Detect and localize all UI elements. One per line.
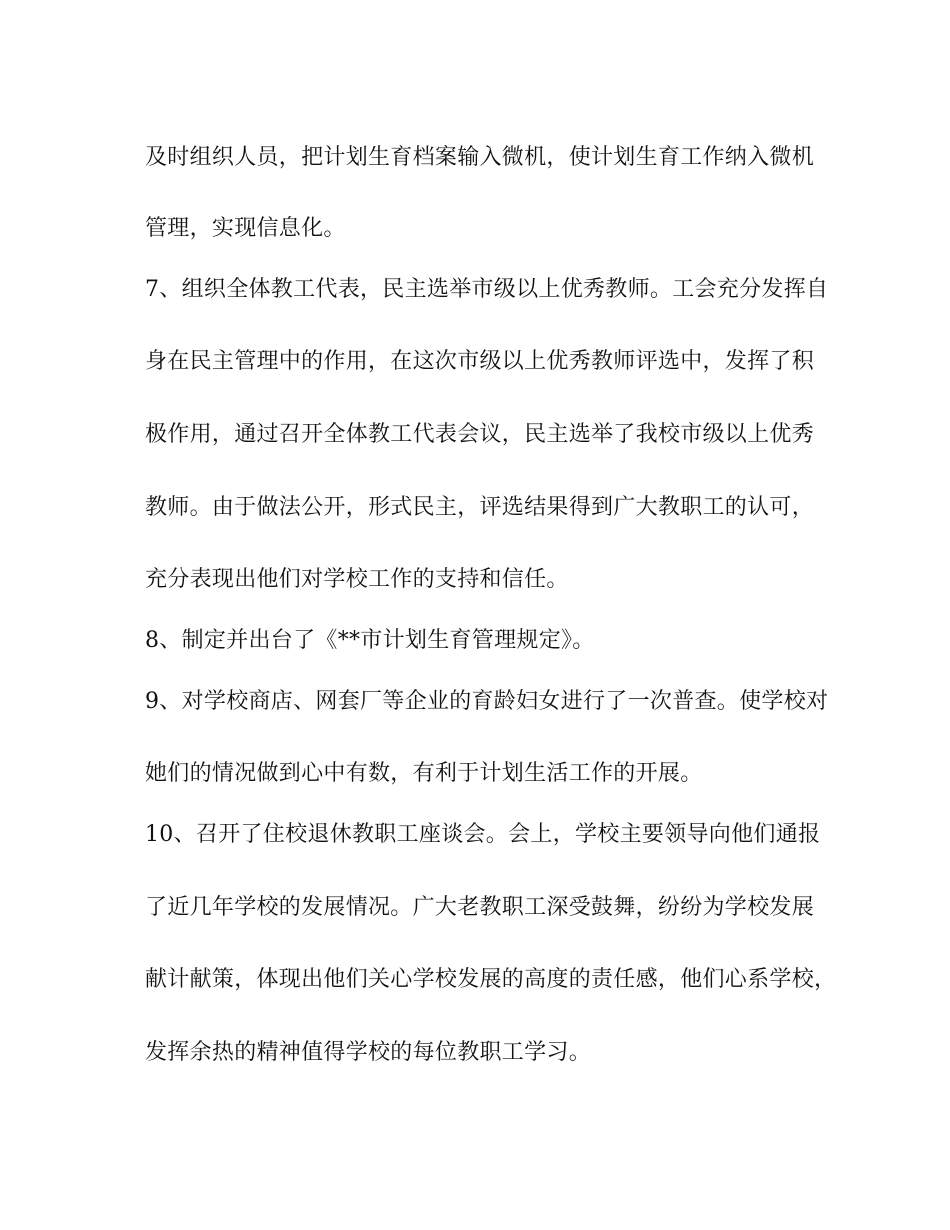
- text-line-10: 她们的情况做到心中有数，有利于计划生活工作的开展。: [145, 761, 703, 786]
- text-line-4: 身在民主管理中的作用，在这次市级以上优秀教师评选中，发挥了积: [145, 349, 815, 374]
- text-line-13: 献计献策，体现出他们关心学校发展的高度的责任感，他们心系学校，: [145, 967, 837, 992]
- text-line-7: 充分表现出他们对学校工作的支持和信任。: [145, 567, 569, 592]
- text-line-6: 教师。由于做法公开，形式民主，评选结果得到广大教职工的认可，: [145, 495, 815, 520]
- text-line-3: 7、组织全体教工代表，民主选举市级以上优秀教师。工会充分发挥自: [145, 277, 829, 302]
- text-line-14: 发挥余热的精神值得学校的每位教职工学习。: [145, 1040, 592, 1065]
- text-line-2: 管理，实现信息化。: [145, 216, 346, 241]
- text-line-12: 了近几年学校的发展情况。广大老教职工深受鼓舞，纷纷为学校发展: [145, 895, 815, 920]
- text-line-11: 10、召开了住校退休教职工座谈会。会上，学校主要领导向他们通报: [145, 822, 821, 847]
- text-line-9: 9、对学校商店、网套厂等企业的育龄妇女进行了一次普查。使学校对: [145, 689, 829, 714]
- text-line-8: 8、制定并出台了《**市计划生育管理规定》。: [145, 628, 595, 653]
- text-line-5: 极作用，通过召开全体教工代表会议，民主选举了我校市级以上优秀: [145, 422, 815, 447]
- text-line-1: 及时组织人员，把计划生育档案输入微机，使计划生育工作纳入微机: [145, 145, 815, 170]
